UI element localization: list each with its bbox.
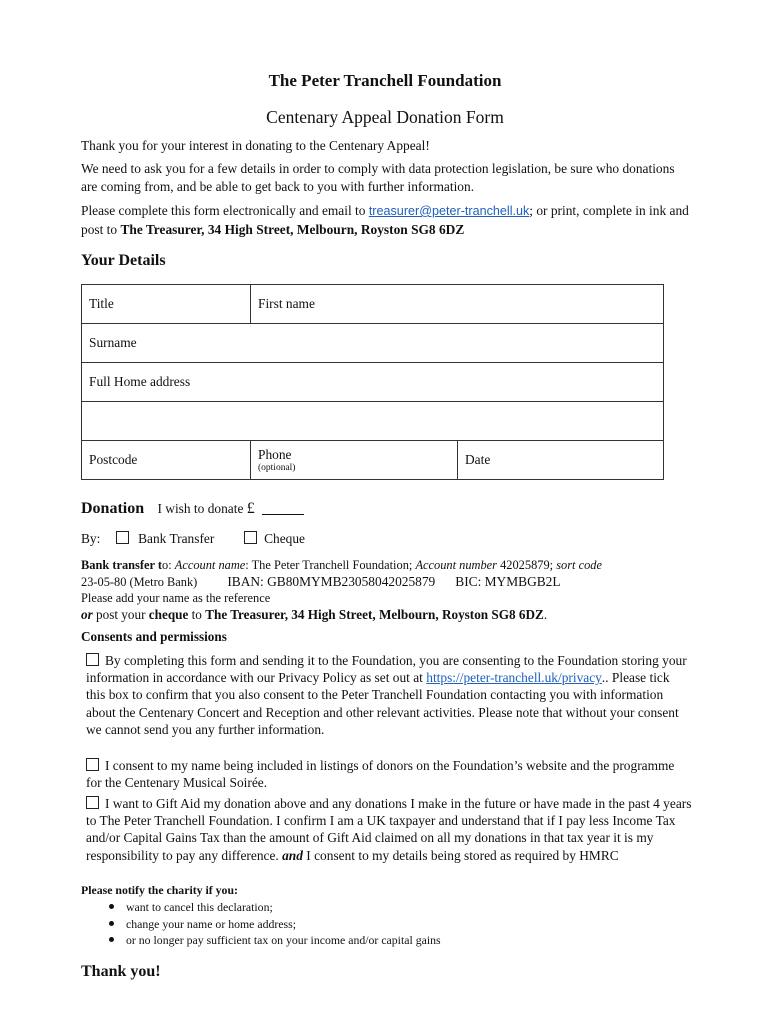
- page-title: The Peter Tranchell Foundation: [268, 71, 502, 90]
- address-field-line-2[interactable]: [82, 402, 664, 441]
- or-word: or: [81, 606, 93, 622]
- phone-optional-note: (optional): [258, 462, 296, 473]
- intro-thanks: Thank you for your interest in donating to the Centenary Appeal!: [81, 138, 430, 153]
- consent-listing-checkbox[interactable]: [86, 758, 99, 771]
- donation-amount-input[interactable]: [262, 502, 304, 515]
- cheque-instructions: [81, 607, 696, 624]
- privacy-policy-link[interactable]: https://peter-tranchell.uk/privacy: [426, 670, 602, 686]
- bullet-icon: [109, 937, 114, 942]
- instructions-text-1: Please complete this form electronically and email to: [81, 203, 369, 218]
- account-number-label: Account number: [415, 558, 497, 572]
- currency-symbol: £: [246, 500, 255, 517]
- instructions-text-2: ; or print, complete in ink and post to: [81, 203, 689, 237]
- notify-item-1: want to cancel this declaration;: [126, 900, 273, 914]
- notify-list: [81, 899, 681, 949]
- bank-transfer-label: Bank Transfer: [138, 531, 215, 546]
- notify-heading: Please notify the charity if you:: [81, 883, 238, 897]
- consents-heading: Consents and permissions: [81, 629, 227, 644]
- your-details-heading: Your Details: [81, 252, 166, 269]
- sort-code-label: sort code: [556, 558, 602, 572]
- list-item: [127, 916, 681, 933]
- list-item: [127, 932, 681, 949]
- consent-privacy-text-1: By completing this form and sending it to the Foundation, you are consenting to the Foundation storing your information in accordance with our Privacy Policy as set out at: [86, 653, 687, 686]
- details-table: [81, 284, 664, 480]
- iban: IBAN: GB80MYMB23058042025879: [227, 573, 436, 589]
- cheque-label: Cheque: [264, 531, 305, 546]
- by-label: By:: [81, 531, 101, 546]
- surname-field[interactable]: [82, 324, 664, 363]
- gift-aid-text: I want to Gift Aid my donation above and any donations I make in the future or have made in the past 4 years to The Peter Tranchell Foundation. I confirm I am a UK taxpayer and understand that if I pay less Income Tax and/or Capital Gains Tax than the amount of Gift Aid claimed on all my donations in that tax year it is my responsibility to pay any difference.: [86, 796, 692, 863]
- intro-instructions: [81, 202, 691, 238]
- notify-item-3: or no longer pay sufficient tax on your income and/or capital gains: [126, 933, 441, 947]
- post-your: post your: [92, 606, 149, 622]
- consent-privacy-text-2: .. Please tick this box to confirm that you also consent to the Peter Tranchell Foundation contacting you with information about the Centenary Concert and Reception and other relevant activities. Please note that without your consent we cannot send you any further information.: [86, 670, 679, 737]
- gift-aid-checkbox[interactable]: [86, 796, 99, 809]
- payment-method-row: [81, 531, 305, 547]
- gift-aid-text-end: I consent to my details being stored as required by HMRC: [302, 847, 619, 863]
- phone-label: Phone: [258, 446, 292, 462]
- consent-privacy-checkbox[interactable]: [86, 653, 99, 666]
- bank-line-1: [81, 557, 696, 574]
- title-label: Title: [89, 296, 114, 311]
- date-field[interactable]: [458, 441, 664, 480]
- cheque-word: cheque: [148, 606, 189, 622]
- sort-code-value: 23-05-80 (Metro Bank): [81, 574, 198, 589]
- page-subtitle: Centenary Appeal Donation Form: [266, 107, 504, 127]
- consent-gift-aid: [86, 795, 692, 864]
- bullet-icon: [109, 904, 114, 909]
- bank-transfer-checkbox[interactable]: [116, 531, 129, 544]
- consent-listing-text: I consent to my name being included in listings of donors on the Foundation’s website and the programme for the Centenary Musical Soirée.: [86, 758, 675, 791]
- bank-to: o:: [162, 558, 175, 572]
- surname-label: Surname: [89, 335, 137, 350]
- first-name-label: First name: [258, 296, 315, 311]
- title-field[interactable]: [82, 285, 251, 324]
- postcode-field[interactable]: [82, 441, 251, 480]
- bullet-icon: [109, 921, 114, 926]
- reference-note: Please add your name as the reference: [81, 591, 271, 605]
- gift-aid-and: and: [282, 847, 303, 863]
- date-label: Date: [465, 452, 491, 467]
- bank-transfer-label-bold: Bank transfer t: [81, 558, 162, 572]
- consent-listing: [86, 757, 692, 791]
- phone-field[interactable]: [251, 441, 458, 480]
- intro-data-protection: We need to ask you for a few details in order to comply with data protection legislation, be sure who donations are coming from, and be able to get back to you with further information.: [81, 161, 675, 194]
- bank-details: [81, 557, 696, 623]
- donate-text: I wish to donate: [157, 501, 244, 516]
- account-name-value: : The Peter Tranchell Foundation;: [245, 558, 416, 572]
- post-to: to: [188, 606, 206, 622]
- address-label: Full Home address: [89, 374, 191, 389]
- notify-item-2: change your name or home address;: [126, 916, 297, 931]
- bic: BIC: MYMBGB2L: [455, 573, 561, 589]
- postcode-label: Postcode: [89, 452, 138, 467]
- cheque-address: The Treasurer, 34 High Street, Melbourn, Royston SG8 6DZ: [205, 606, 544, 622]
- donation-row: [81, 500, 304, 518]
- consent-privacy: [86, 652, 692, 738]
- thank-you: Thank you!: [81, 963, 161, 980]
- post-end: .: [543, 606, 548, 622]
- account-number-value: 42025879;: [497, 558, 557, 572]
- cheque-checkbox[interactable]: [244, 531, 257, 544]
- treasurer-email-link[interactable]: treasurer@peter-tranchell.uk: [368, 204, 530, 218]
- account-name-label: Account name: [174, 558, 246, 572]
- first-name-field[interactable]: [251, 285, 664, 324]
- treasurer-address: The Treasurer, 34 High Street, Melbourn, Royston SG8 6DZ: [120, 221, 465, 237]
- address-field[interactable]: [82, 363, 664, 402]
- bank-line-2: [81, 574, 696, 591]
- list-item: [127, 899, 681, 916]
- donation-heading: Donation: [81, 500, 145, 517]
